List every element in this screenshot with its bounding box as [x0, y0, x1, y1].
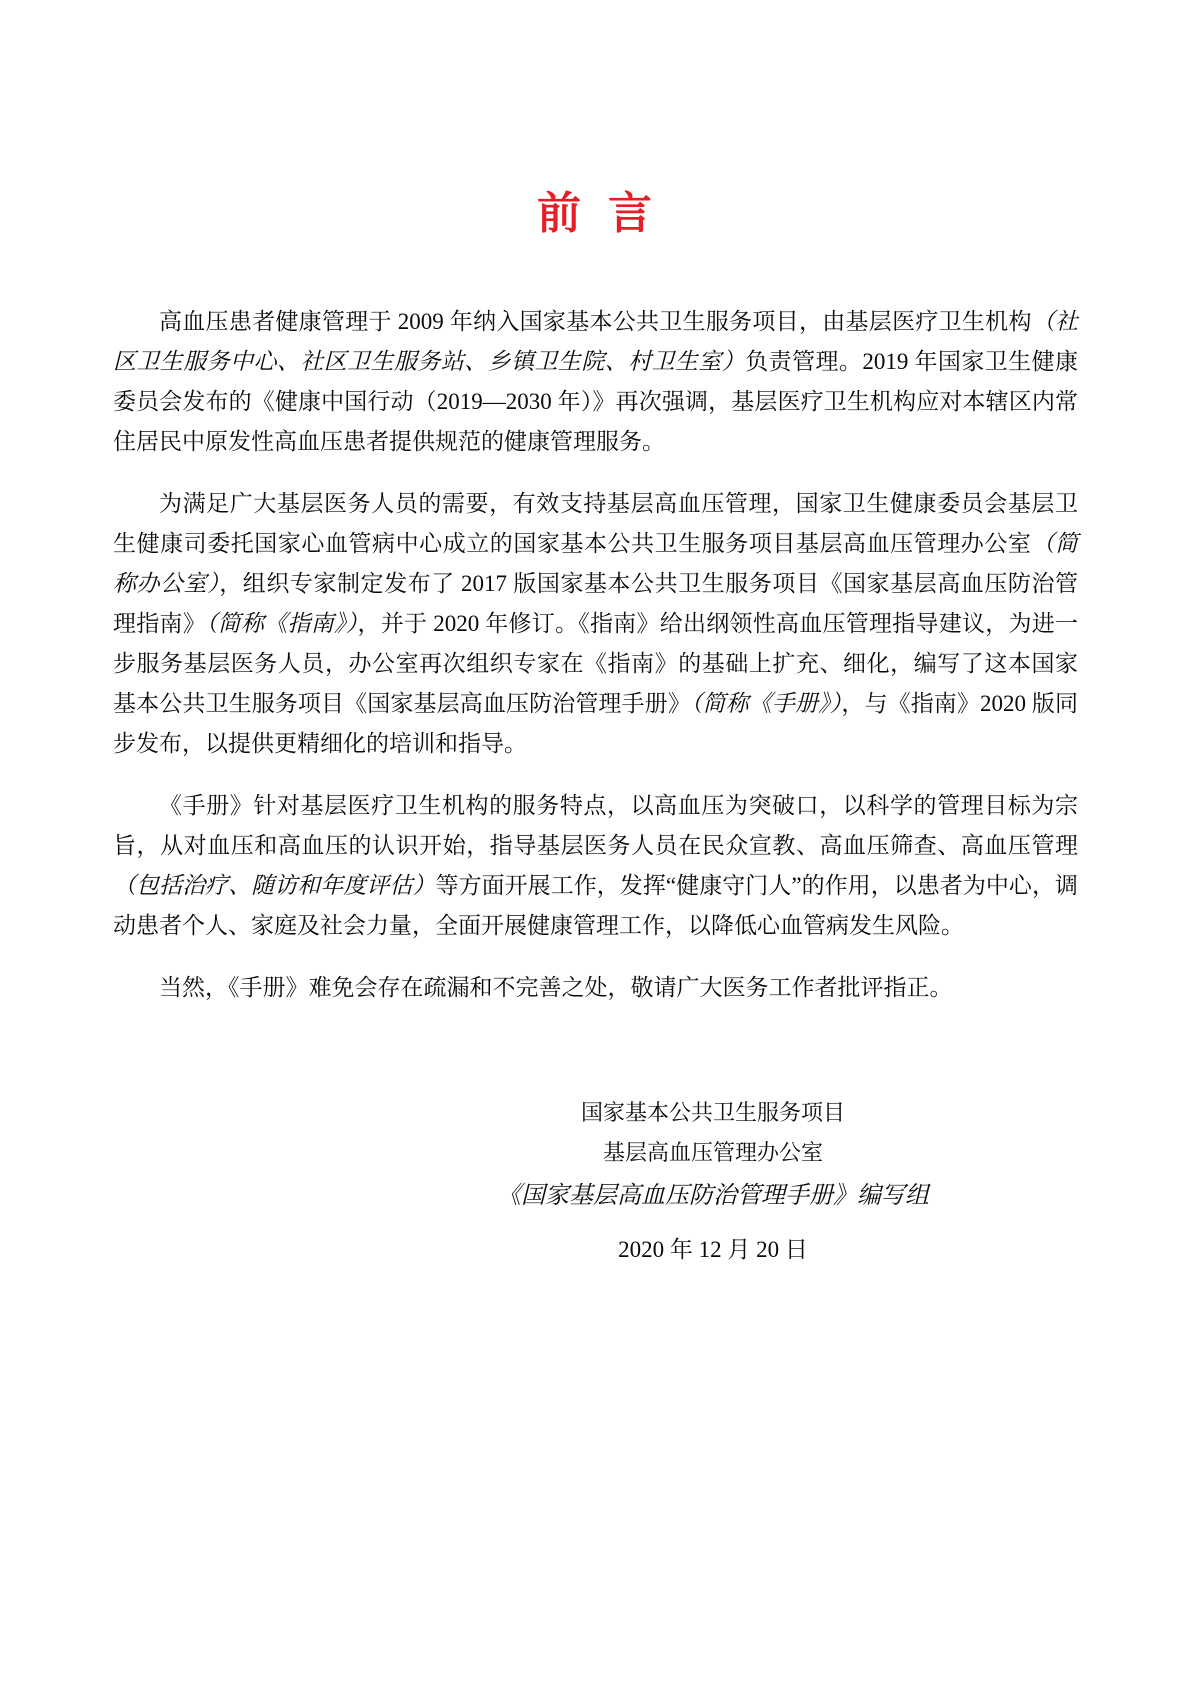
kaiti-text-run: （包括治疗、随访和年度评估） — [113, 873, 436, 898]
body-text-run: 《手册》针对基层医疗卫生机构的服务特点，以高血压为突破口，以科学的管理目标为宗旨，从对血压和高血压的认识开始，指导基层医务人员在民众宣教、高血压筛查、高血压管理 — [113, 793, 1078, 858]
body-text-run: 为满足广大基层医务人员的需要，有效支持基层高血压管理，国家卫生健康委员会基层卫生健康司委托国家心血管病中心成立的国家基本公共卫生服务项目基层高血压管理办公室 — [113, 491, 1078, 556]
paragraph-2 — [113, 484, 1078, 764]
body-text-run: 当然，《手册》难免会存在疏漏和不完善之处，敬请广大医务工作者批评指正。 — [159, 975, 953, 1000]
preface-body — [113, 302, 1078, 1270]
signature-date: 2020 年 12 月 20 日 — [618, 1237, 808, 1262]
kaiti-text-run: （简称《指南》） — [206, 611, 358, 636]
paragraph-4 — [113, 968, 1078, 1008]
body-text-run: ，组织专家制定发布了 2017 版国家基本公共卫生服务项目《国家基层高血压防治管理指南》 — [113, 571, 1079, 636]
signature-editors-line: 《国家基层高血压防治管理手册》编写组 — [497, 1183, 929, 1209]
paragraph-1 — [113, 302, 1078, 462]
body-text-run: ，并于 2020 年修订。《指南》给出纲领性高血压管理指导建议，为进一步服务基层医务人员，办公室再次组织专家在《指南》的基础上扩充、细化，编写了这本国家基本公共卫生服务项目《国家基层高血压防治管理手册》 — [113, 611, 1078, 716]
signature-org-line-1: 国家基本公共卫生服务项目 — [580, 1100, 845, 1125]
body-text-run: 负责管理。2019 年国家卫生健康委员会发布的《健康中国行动（2019—2030 年）》再次强调，基层医疗卫生机构应对本辖区内常住居民中原发性高血压患者提供规范的健康管理服务。 — [113, 349, 1079, 454]
page-title: 前 言 — [537, 189, 654, 238]
kaiti-text-run: （简称《手册》） — [690, 691, 842, 716]
signature-org-line-2: 基层高血压管理办公室 — [602, 1140, 823, 1165]
body-text-run: 高血压患者健康管理于 2009 年纳入国家基本公共卫生服务项目，由基层医疗卫生机构 — [159, 309, 1032, 334]
body-text-run: ，与《指南》2020 版同步发布，以提供更精细化的培训和指导。 — [113, 691, 1079, 756]
body-text-run: 等方面开展工作，发挥“健康守门人”的作用，以患者为中心，调动患者个人、家庭及社会力量，全面开展健康管理工作，以降低心血管病发生风险。 — [113, 873, 1079, 938]
kaiti-text-run: （简称办公室） — [113, 531, 1079, 596]
signature-block — [433, 1093, 993, 1270]
paragraph-3 — [113, 786, 1078, 946]
kaiti-text-run: （社区卫生服务中心、社区卫生服务站、乡镇卫生院、村卫生室） — [113, 309, 1079, 374]
